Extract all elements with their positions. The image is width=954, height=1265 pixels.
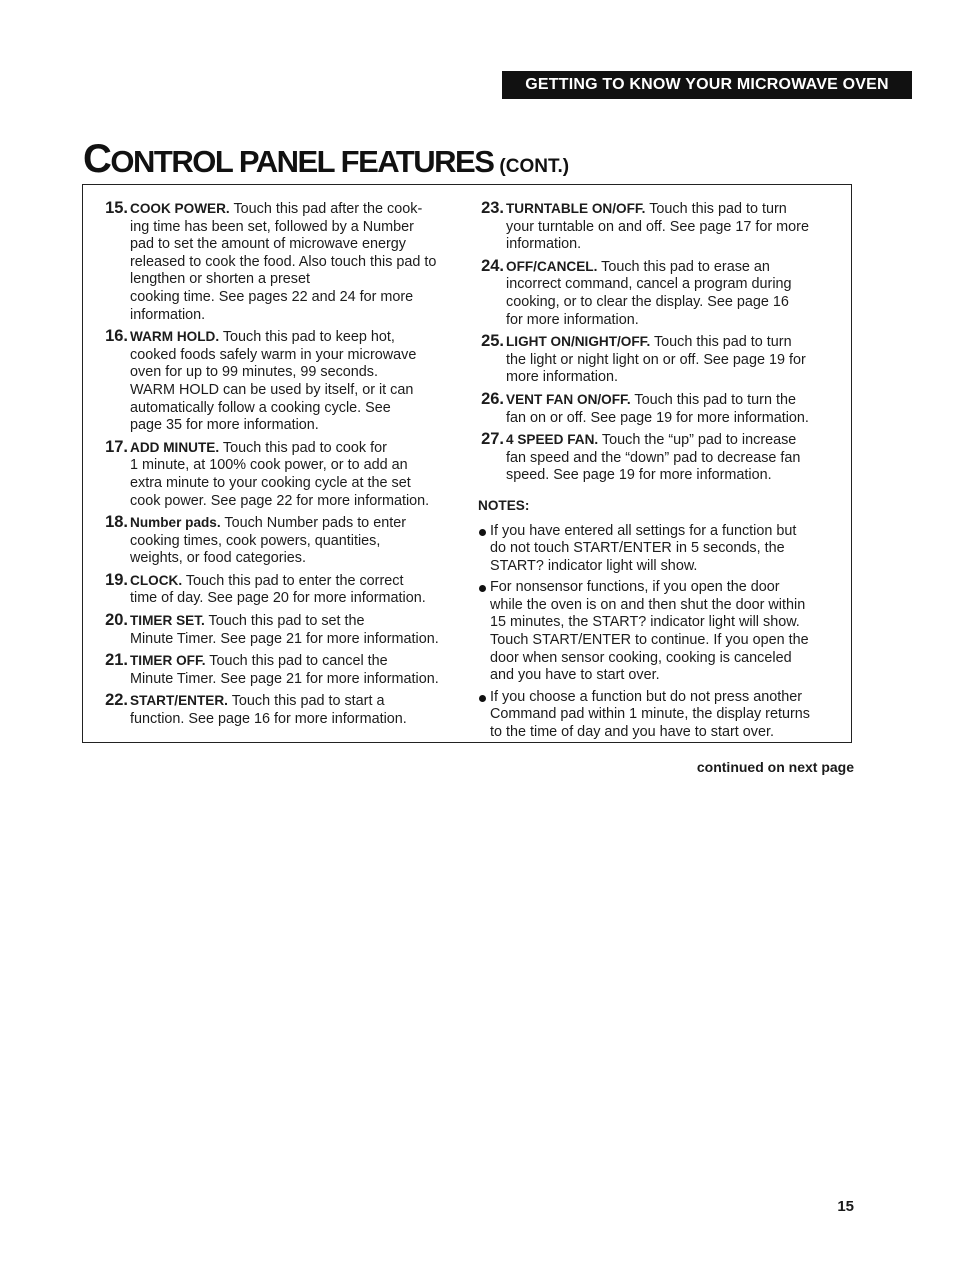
section-banner: GETTING TO KNOW YOUR MICROWAVE OVEN xyxy=(502,71,912,99)
feature-line: automatically follow a cooking cycle. See xyxy=(130,399,391,416)
feature-line: oven for up to 99 minutes, 99 seconds. xyxy=(130,364,378,381)
feature-line: information. xyxy=(130,306,206,323)
feature-line: pad to set the amount of microwave energy xyxy=(130,236,406,253)
feature-item xyxy=(474,200,840,254)
feature-term: COOK POWER. xyxy=(130,201,230,216)
feature-line xyxy=(130,439,468,458)
feature-text: Touch this pad to cancel the xyxy=(209,653,388,670)
feature-line xyxy=(506,200,840,219)
feature-line: cooking, or to clear the display. See page 16 xyxy=(506,293,789,310)
feature-term: START/ENTER. xyxy=(130,693,228,709)
feature-line: function. See page 16 for more information. xyxy=(130,711,407,728)
feature-number: 26. xyxy=(481,389,504,408)
feature-term: TIMER OFF. xyxy=(130,653,206,669)
feature-text: Touch this pad to keep hot, xyxy=(222,329,395,346)
feature-line xyxy=(506,333,840,352)
feature-line xyxy=(506,431,840,450)
feature-text: Touch Number pads to enter xyxy=(224,515,406,532)
feature-line: Minute Timer. See page 21 for more information. xyxy=(130,630,439,647)
feature-text: Touch the “up” pad to increase xyxy=(601,432,797,449)
feature-text: Touch this pad to turn the xyxy=(634,391,796,408)
note-line: 15 minutes, the START? indicator light will show. xyxy=(490,614,800,631)
feature-line: WARM HOLD can be used by itself, or it can xyxy=(130,381,414,398)
page-number: 15 xyxy=(837,1198,854,1215)
feature-line: page 35 for more information. xyxy=(130,417,319,434)
feature-term: TURNTABLE ON/OFF. xyxy=(506,201,646,216)
feature-text: Touch this pad to set the xyxy=(208,613,365,630)
feature-number: 20. xyxy=(105,611,128,630)
note-item xyxy=(474,523,840,576)
feature-line: fan speed and the “down” pad to decrease fan xyxy=(506,449,801,466)
feature-number: 17. xyxy=(105,437,128,456)
feature-term: VENT FAN ON/OFF. xyxy=(506,391,631,407)
feature-line xyxy=(130,514,468,533)
continued-note: continued on next page xyxy=(696,759,854,775)
feature-line xyxy=(130,200,468,219)
feature-line xyxy=(130,572,468,591)
feature-number: 22. xyxy=(105,691,128,710)
feature-item xyxy=(98,612,468,648)
feature-number: 23. xyxy=(481,199,504,217)
feature-number: 19. xyxy=(105,570,128,589)
note-item xyxy=(474,689,840,742)
feature-text: Touch this pad to cook for xyxy=(222,439,387,456)
feature-number: 27. xyxy=(481,430,504,449)
feature-number: 16. xyxy=(105,327,128,346)
note-line: to the time of day and you have to start over. xyxy=(490,724,774,741)
right-column xyxy=(474,200,840,746)
feature-line: 1 minute, at 100% cook power, or to add an xyxy=(130,457,408,474)
left-column xyxy=(98,200,468,733)
feature-line: ing time has been set, followed by a Number xyxy=(130,218,414,235)
notes-heading: NOTES: xyxy=(478,497,530,513)
feature-number: 25. xyxy=(481,332,504,351)
feature-number: 18. xyxy=(105,513,128,532)
note-line: Touch START/ENTER to continue. If you open the xyxy=(490,632,809,649)
feature-text: Touch this pad to start a xyxy=(231,693,385,710)
feature-line: for more information. xyxy=(506,311,639,328)
feature-line: more information. xyxy=(506,369,618,386)
feature-line: Minute Timer. See page 21 for more information. xyxy=(130,670,439,687)
feature-line: cooking time. See pages 22 and 24 for more xyxy=(130,288,414,305)
feature-item xyxy=(98,652,468,688)
feature-text: Touch this pad to enter the correct xyxy=(185,572,404,589)
feature-line xyxy=(506,391,840,410)
feature-term: 4 SPEED FAN. xyxy=(506,432,599,448)
feature-term: ADD MINUTE. xyxy=(130,439,220,455)
feature-item xyxy=(98,572,468,608)
feature-item xyxy=(98,328,468,435)
feature-line: information. xyxy=(506,236,582,253)
title-initial: C xyxy=(83,137,111,181)
note-line: If you have entered all settings for a function but xyxy=(490,522,797,539)
feature-line: your turntable on and off. See page 17 for more xyxy=(506,218,809,235)
feature-term: OFF/CANCEL. xyxy=(506,258,598,274)
note-line: For nonsensor functions, if you open the door xyxy=(490,579,780,596)
feature-line: incorrect command, cancel a program during xyxy=(506,276,792,293)
feature-line: cooking times, cook powers, quantities, xyxy=(130,532,381,549)
feature-line: the light or night light on or off. See page 19 for xyxy=(506,351,806,368)
note-line: do not touch START/ENTER in 5 seconds, the xyxy=(490,540,785,557)
title-rest: ONTROL PANEL FEATURES xyxy=(110,144,494,179)
feature-term: TIMER SET. xyxy=(130,613,205,629)
feature-item xyxy=(98,692,468,728)
feature-term: CLOCK. xyxy=(130,572,183,588)
feature-item xyxy=(98,439,468,510)
note-line: door when sensor cooking, cooking is canceled xyxy=(490,649,792,666)
feature-term: Number pads. xyxy=(130,515,221,531)
feature-line: speed. See page 19 for more information. xyxy=(506,467,772,484)
feature-number: 21. xyxy=(105,651,128,670)
bullet-icon xyxy=(479,695,486,702)
feature-line: extra minute to your cooking cycle at the set xyxy=(130,474,411,491)
feature-line: weights, or food categories. xyxy=(130,550,306,567)
feature-number: 24. xyxy=(481,256,504,275)
feature-line: released to cook the food. Also touch this pad to xyxy=(130,253,437,270)
bullet-icon xyxy=(479,529,486,536)
note-line: If you choose a function but do not press another xyxy=(490,688,803,705)
feature-number: 15. xyxy=(105,199,128,217)
feature-item xyxy=(98,514,468,568)
feature-term: WARM HOLD. xyxy=(130,329,220,345)
feature-line: cooked foods safely warm in your microwave xyxy=(130,346,417,363)
note-line: Command pad within 1 minute, the display returns xyxy=(490,706,810,723)
feature-line: fan on or off. See page 19 for more information. xyxy=(506,409,809,426)
note-line: and you have to start over. xyxy=(490,667,660,684)
feature-item xyxy=(98,200,468,324)
feature-line xyxy=(130,652,468,671)
feature-item xyxy=(474,258,840,329)
feature-term: LIGHT ON/NIGHT/OFF. xyxy=(506,334,651,350)
feature-text: Touch this pad after the cook- xyxy=(233,201,423,217)
feature-item xyxy=(474,333,840,387)
title-suffix: (CONT.) xyxy=(499,156,570,177)
bullet-icon xyxy=(479,585,486,592)
feature-line xyxy=(130,328,468,347)
feature-line: lengthen or shorten a preset xyxy=(130,271,311,288)
feature-line xyxy=(506,258,840,277)
note-line: START? indicator light will show. xyxy=(490,557,698,574)
feature-item xyxy=(474,431,840,485)
feature-text: Touch this pad to erase an xyxy=(601,258,770,275)
page-title xyxy=(83,139,569,179)
feature-line xyxy=(130,692,468,711)
feature-line: time of day. See page 20 for more information. xyxy=(130,590,426,607)
feature-line xyxy=(130,612,468,631)
note-line: while the oven is on and then shut the door within xyxy=(490,596,806,613)
feature-text: Touch this pad to turn xyxy=(649,201,787,217)
feature-item xyxy=(474,391,840,427)
feature-text: Touch this pad to turn xyxy=(653,334,792,351)
feature-line: cook power. See page 22 for more information. xyxy=(130,492,430,509)
note-item xyxy=(474,579,840,685)
